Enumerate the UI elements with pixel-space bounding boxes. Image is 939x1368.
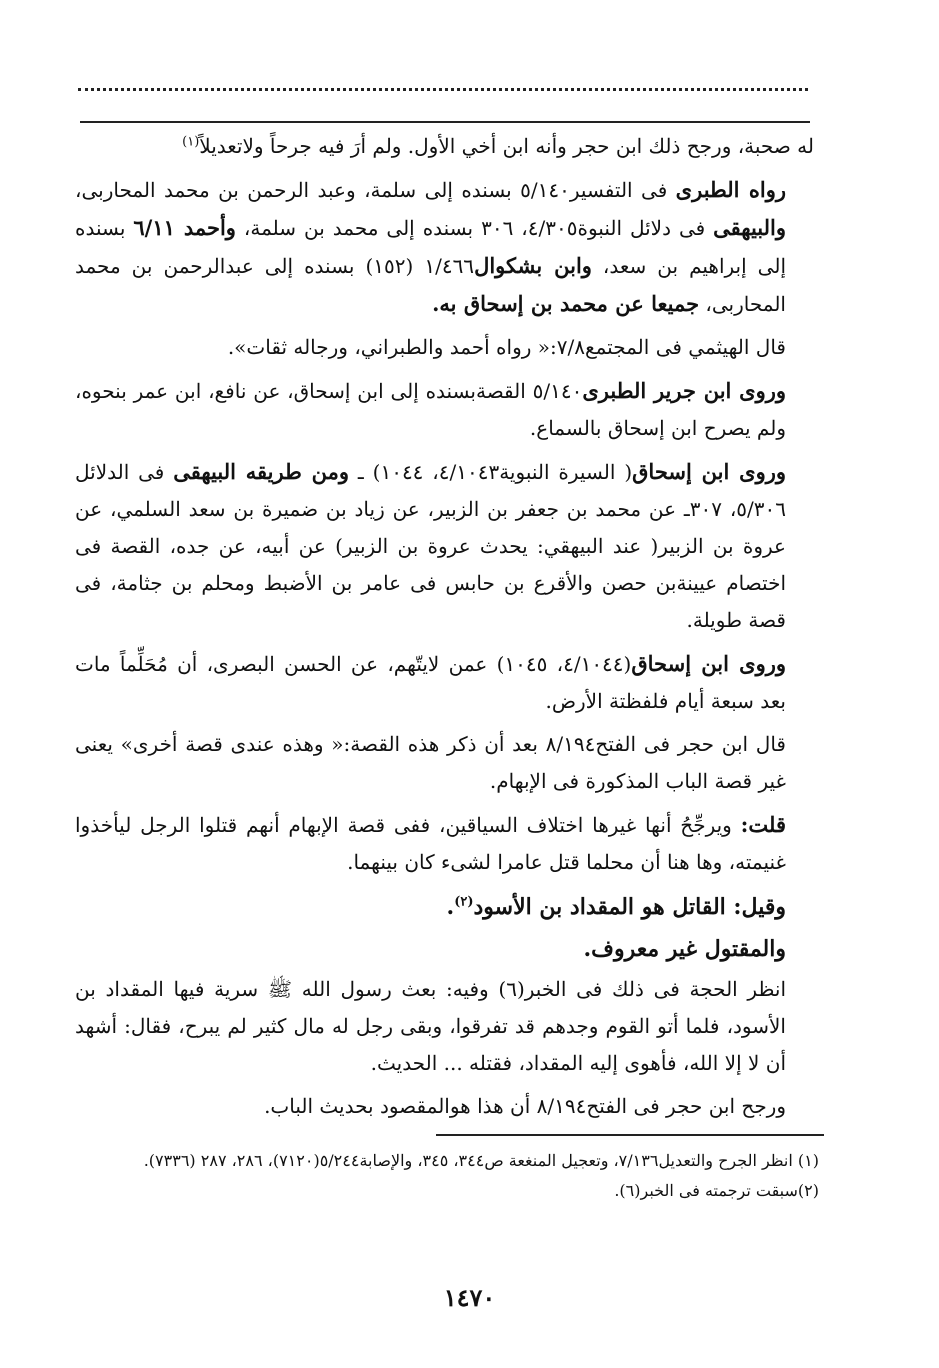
paragraph-9: انظر الحجة فى ذلك فى الخبر(٦) وفيه: بعث رسول الله ﷺ سرية فيها المقداد بن الأسود، فلما أتو القوم وجدهم قد تفرقوا، وبقى رجل له مال كثير لم يبرح، فقال: أشهد أن لا إلا الله، فأهوى إليه المقداد، فقتله ... الحديث. (75, 977, 786, 1075)
paragraph-2 (75, 171, 814, 323)
p2-text-4: ١/٤٦٦ (١٥٢) بسنده إلى عبدالرحمن بن محمد المحاربى، (75, 254, 786, 316)
p2-text-2: فى دلائل النبوة٤/٣٠٥، ٣٠٦ بسنده إلى محمد بن سلمة، (235, 216, 714, 240)
paragraph-8 (75, 806, 814, 881)
heading-victim: والمقتول غير معروف. (583, 936, 786, 962)
heading-killer-text: وقيل: القاتل هو المقداد بن الأسود (473, 894, 786, 920)
footnote-2: (٢)سبقت ترجمته فى الخبر(٦). (614, 1181, 819, 1200)
paragraph-6 (75, 645, 814, 720)
footnote-ref-2[interactable]: (٢) (454, 894, 474, 910)
footnote-rule (436, 1134, 824, 1136)
p2-bold-3: وأحمد ٦/١١ (133, 215, 236, 240)
paragraph-10: ورجح ابن حجر فى الفتح٨/١٩٤ أن هذا هوالمقصود بحديث الباب. (264, 1094, 786, 1118)
header-dotted-line (78, 88, 808, 91)
p5-bold-2: ومن طريقه البيهقى (173, 459, 350, 484)
p5-text-2: فى الدلائل ٥/٣٠٦، ٣٠٧ـ عن محمد بن جعفر بن الزبير، عن زياد بن ضميرة بن سعد السلمي، عن عروة بن الزبير( عند البيهقي: يحدث عروة بن الزبير) عن أبيه، عن جده، القصة فى اختصام عيينةبن حصن والأقرع بن حابس فى عامر بن الأضبط ومحلم بن جثامة، فى قصة طويلة. (75, 460, 787, 632)
paragraph-4 (75, 372, 814, 447)
main-text (75, 128, 814, 1131)
heading-killer-end: . (446, 894, 455, 920)
paragraph-1 (75, 128, 814, 165)
paragraph-1-text: له صحبة، ورجح ذلك ابن حجر وأنه ابن أخي الأول. ولم أرَ فيه جرحاً ولاتعديلاً (199, 134, 814, 158)
p4-bold-1: وروى ابن جرير الطبرى (582, 378, 786, 403)
p6-text-1: (٤/١٠٤٤، ١٠٤٥) عمن لايتّهم، عن الحسن البصرى، أن مُحَلِّماً مات بعد سبعة أيام فلفظتة الأرض. (75, 652, 786, 713)
p8-text-1: ويرجِّحُ أنها غيرها اختلاف السياقين، ففى قصة الإبهام أنهم قتلوا الرجل ليأخذوا غنيمته، وها هنا أن محلما قتل عامرا لشىء كان بينهما. (75, 813, 786, 874)
heading-killer (75, 887, 814, 927)
p2-bold-2: والبيهقى (713, 215, 787, 240)
p5-text-1: ( السيرة النبوية٤/١٠٤٣، ١٠٤٤) ـ (349, 460, 633, 484)
footnotes (80, 1146, 819, 1206)
p5-bold-1: وروى ابن إسحاق (632, 459, 786, 484)
p2-text-1: فى التفسير٥/١٤٠ بسنده إلى سلمة، وعبد الرحمن بن محمد المحاربى، (75, 178, 676, 202)
p6-bold-1: وروى ابن إسحاق (631, 651, 787, 676)
paragraph-7: قال ابن حجر فى الفتح٨/١٩٤ بعد أن ذكر هذه القصة:« وهذه عندى قصة أخرى» يعنى غير قصة الباب المذكورة فى الإبهام. (75, 732, 786, 793)
footnote-ref-1[interactable]: (١) (182, 134, 200, 150)
paragraph-5 (75, 453, 814, 639)
header-rule (80, 121, 810, 123)
p8-bold-1: قلت: (740, 812, 786, 837)
footnote-1: (١) انظر الجرح والتعديل٧/١٣٦، وتعجيل المنغعة ص٣٤٤، ٣٤٥، والإصابة٥/٢٤٤(٧١٢٠)، ٢٨٦، ٢٨٧ (٧٣٣٦). (143, 1151, 819, 1170)
p2-bold-4: وابن بشكوال (474, 253, 592, 278)
page-number: ١٤٧٠ (443, 1283, 496, 1312)
p2-bold-5: جميعا عن محمد بن إسحاق به. (432, 291, 700, 316)
paragraph-3: قال الهيثمي فى المجتمع٧/٨:« رواه أحمد والطبراني، ورجاله ثقات». (227, 335, 786, 359)
p2-bold-1: رواه الطبرى (675, 177, 786, 202)
p4-text-1: ٥/١٤٠ القصةبسنده إلى ابن إسحاق، عن نافع، ابن عمر بنحوه، ولم يصرح ابن إسحاق بالسماع. (75, 379, 786, 440)
p2-text-3: بسنده إلى إبراهيم بن سعد، (75, 216, 786, 278)
